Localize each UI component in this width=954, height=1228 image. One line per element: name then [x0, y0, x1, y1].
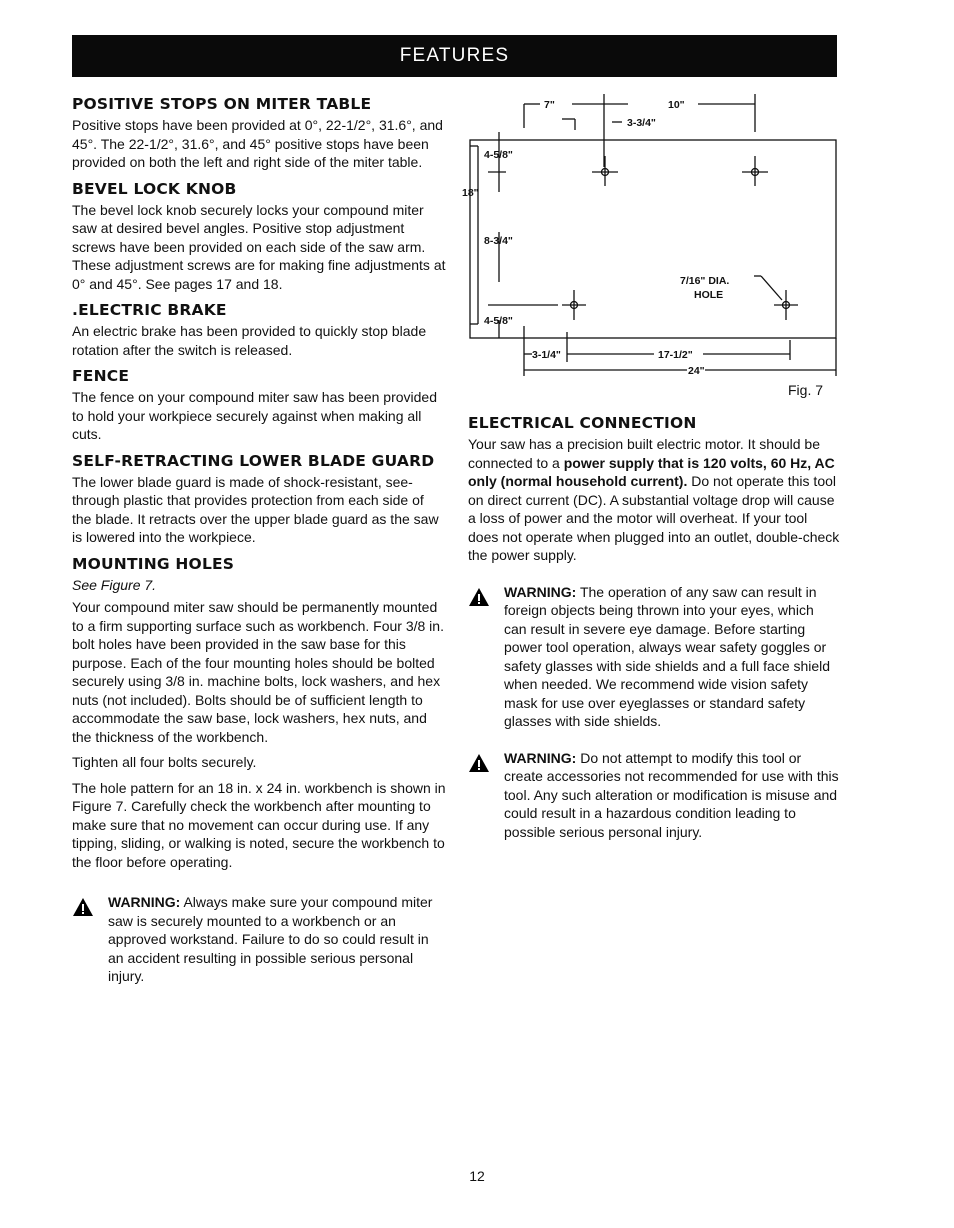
electrical-section — [468, 413, 840, 565]
mounting-warning-text — [108, 893, 447, 986]
modify-warning-text — [504, 749, 840, 842]
page-number: 12 — [469, 1168, 485, 1184]
right-column — [468, 413, 840, 841]
mounting-warning — [72, 893, 447, 986]
mounting-paragraph-2: Tighten all four bolts securely. — [72, 754, 257, 770]
hole-label-line2: HOLE — [694, 289, 724, 301]
eye-warning-text — [504, 583, 840, 731]
bevel-lock-section — [72, 179, 447, 294]
mounting-paragraph-3: The hole pattern for an 18 in. x 24 in. workbench is shown in Figure 7. Carefully check the workbench after mounting to make sure that no movement can occur during use. If any tipping, sliding, or walking is noted, secure the workbench to the floor before operating. — [72, 779, 446, 870]
dim-18: 18" — [462, 187, 479, 199]
see-figure-note: See Figure 7. — [72, 576, 157, 593]
warning-label: WARNING: — [504, 583, 577, 600]
electrical-body — [468, 435, 840, 565]
guard-section — [72, 451, 447, 547]
dim-8-3-4: 8-3/4" — [484, 235, 513, 247]
electrical-text-2: Do not operate this tool on direct current (DC). A substantial voltage drop will cause a loss of power and the motor will overheat. If your tool does not operate when plugged into an outlet, double-check the power supply. — [468, 473, 840, 563]
warning-triangle-icon — [72, 897, 94, 917]
guard-body: The lower blade guard is made of shock-resistant, see-through plastic that provides protection from each side of the blade. It retracts over the upper blade guard as the saw is lowered into the workpiece. — [72, 473, 439, 545]
bevel-lock-heading: BEVEL LOCK KNOB — [72, 179, 237, 198]
mounting-hole-diagram — [462, 92, 842, 404]
dim-4-5-8-bottom: 4-5/8" — [484, 315, 513, 327]
fence-section — [72, 366, 447, 444]
electric-brake-heading: .ELECTRIC BRAKE — [72, 301, 227, 319]
modify-warning — [468, 749, 840, 842]
electric-brake-body: An electric brake has been provided to quickly stop blade rotation after the switch is released. — [72, 323, 427, 358]
positive-stops-section — [72, 94, 447, 172]
electric-brake-section — [72, 300, 447, 359]
warning-body: The operation of any saw can result in foreign objects being thrown into your eyes, which can result in severe eye damage. Before starting power tool operation, always wear safety goggles or safety glasses with side shields and a full face shield when needed. We recommend wide vision safety mask for use over eyeglasses or standard safety glasses with side shields. — [504, 583, 831, 729]
workbench-outline — [470, 140, 836, 338]
electrical-bold-spec: power supply that is 120 volts, 60 Hz, AC only (normal household current). — [468, 454, 835, 489]
warning-triangle-icon — [468, 587, 490, 607]
dim-10: 10" — [668, 99, 685, 111]
guard-heading: SELF-RETRACTING LOWER BLADE GUARD — [72, 451, 435, 470]
mounting-heading: MOUNTING HOLES — [72, 554, 235, 573]
mounting-paragraph-1: Your compound miter saw should be permanently mounted to a firm supporting surface such as workbench. Four 3/8 in. bolt holes have been provided in the saw base for this purpose. Each of the four mounting holes should be bolted securely using 3/8 in. machine bolts, lock washers, and hex nuts (not included). Bolts should be of sufficient length to accommodate the saw base, lock washers, hex nuts, and the thickness of the workbench. — [72, 599, 444, 745]
dim-3-3-4: 3-3/4" — [627, 117, 656, 129]
warning-label: WARNING: — [108, 894, 181, 910]
warning-body: Do not attempt to modify this tool or create accessories not recommended for use with this tool. Any such alteration or modification is misuse and could result in a hazardous condition leading to possible serious personal injury. — [504, 749, 839, 840]
figure-caption: Fig. 7 — [788, 382, 824, 398]
hole-label-line1: 7/16" DIA. — [680, 275, 730, 287]
warning-label: WARNING: — [504, 749, 577, 766]
dim-17-1-2: 17-1/2" — [658, 349, 693, 361]
electrical-text-1: Your saw has a precision built electric motor. It should be connected to a — [468, 436, 821, 471]
section-banner: FEATURES — [72, 35, 837, 77]
eye-warning — [468, 583, 840, 731]
dim-4-5-8-top: 4-5/8" — [484, 149, 513, 161]
positive-stops-body: Positive stops have been provided at 0°, 22-1/2°, 31.6°, and 45°. The 22-1/2°, 31.6°, and 45° positive stops have been provided on both the left and right side of the miter table. — [72, 117, 443, 170]
electrical-heading: ELECTRICAL CONNECTION — [468, 414, 697, 432]
bevel-lock-body: The bevel lock knob securely locks your compound miter saw at desired bevel angles. Positive stop adjustment screws have been provided on each side of the saw arm. These adjustment screws are for making fine adjustments at 0° and 45°. See pages 17 and 18. — [72, 201, 446, 292]
warning-triangle-icon — [468, 753, 490, 773]
mounting-section — [72, 554, 447, 872]
positive-stops-heading: POSITIVE STOPS ON MITER TABLE — [72, 95, 372, 113]
dim-7: 7" — [544, 99, 555, 111]
dim-3-1-4: 3-1/4" — [532, 349, 561, 361]
fence-body: The fence on your compound miter saw has been provided to hold your workpiece securely against when making all cuts. — [72, 389, 437, 442]
dim-24: 24" — [688, 365, 705, 377]
warning-body: Always make sure your compound miter saw is securely mounted to a workbench or an approved workstand. Failure to do so could result in an accident resulting in possible serious personal injury. — [108, 894, 433, 984]
fence-heading: FENCE — [72, 367, 130, 385]
left-column — [72, 94, 447, 986]
